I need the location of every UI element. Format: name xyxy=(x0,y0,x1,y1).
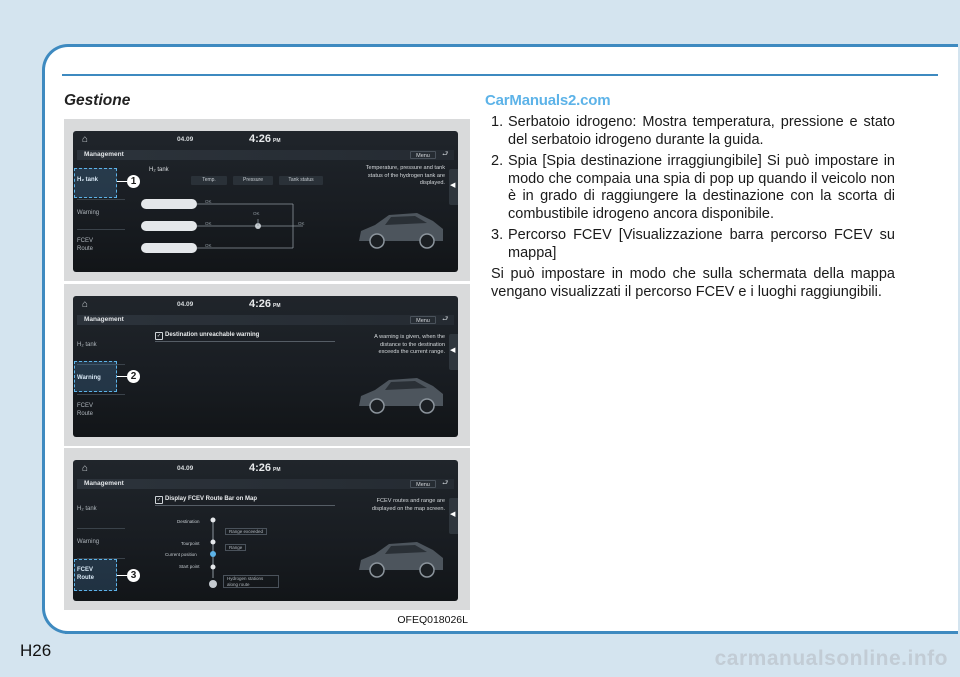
item-text: Serbatoio idrogeno: Mostra temperatura, pressione e stato del serbatoio idrogeno durante la guida. xyxy=(508,114,895,148)
menu-button[interactable]: Menu xyxy=(410,316,436,324)
page-number: H26 xyxy=(20,641,52,660)
divider xyxy=(77,229,125,230)
setting-label: Destination unreachable warning xyxy=(165,332,260,338)
info-line: exceeds the current range. xyxy=(378,349,445,355)
hydrogen-stations-label: Hydrogen stations along route xyxy=(223,575,279,588)
management-bar xyxy=(77,315,454,325)
sidebar-item-fcev[interactable]: FCEV xyxy=(77,567,94,573)
back-icon[interactable]: ⮐ xyxy=(442,316,449,323)
divider xyxy=(77,394,125,395)
route-label-current-position: Current position xyxy=(165,552,197,557)
sidebar-item-route[interactable]: Route xyxy=(77,575,94,581)
sidebar-item-warning[interactable]: Warning xyxy=(77,210,100,216)
range-label: Range xyxy=(225,544,246,551)
setting-row[interactable] xyxy=(155,332,335,342)
route-label-tourpoint: Tourpoint xyxy=(181,541,200,546)
figure-fcev-route xyxy=(64,448,470,626)
car-icon xyxy=(355,536,447,580)
tab-tank-status[interactable]: Tank status xyxy=(279,176,323,185)
route-label-start-point: Start point xyxy=(179,564,200,569)
info-text xyxy=(333,498,445,513)
range-exceeded-label: Range exceeded xyxy=(225,528,267,535)
info-line: displayed on the map screen. xyxy=(371,505,445,512)
clock-suffix: PM xyxy=(273,303,281,309)
highlight-box xyxy=(74,361,117,392)
date: 04.09 xyxy=(177,136,194,143)
callout-marker-1: 1 xyxy=(127,175,140,188)
clock-time: 4:26 xyxy=(249,462,272,474)
item-number: 1. xyxy=(491,114,504,130)
chevron-left-icon: ◀ xyxy=(450,182,456,189)
divider xyxy=(77,199,125,200)
date: 04.09 xyxy=(177,465,194,472)
info-text xyxy=(333,165,445,188)
ok-label: OK xyxy=(205,243,212,248)
management-label: Management xyxy=(84,316,124,323)
info-line: distance to the destination xyxy=(380,341,445,348)
chevron-left-icon: ◀ xyxy=(450,347,456,354)
menu-button[interactable]: Menu xyxy=(410,480,436,488)
status-bar xyxy=(73,296,458,313)
panel-handle[interactable] xyxy=(449,169,458,205)
marker-line xyxy=(117,376,127,377)
info-line: status of the hydrogen tank are xyxy=(367,172,445,179)
item-number: 3. xyxy=(491,227,504,243)
sidebar-item-warning[interactable]: Warning xyxy=(77,375,101,381)
route-label-destination: Destination xyxy=(177,519,200,524)
item-text: Spia [Spia destinazione irraggiungibile] Si può impostare in modo che compaia una spia di pop up quando il veicolo non è in grado di raggiungere la destinazione con la scorta di combustibile idrogeno ancora disponibile. xyxy=(508,153,895,222)
car-icon xyxy=(355,372,447,416)
callout-marker-3: 3 xyxy=(127,569,140,582)
body-text xyxy=(491,114,895,301)
ok-label: OK xyxy=(205,221,212,226)
sidebar-item-route[interactable]: Route xyxy=(77,411,94,417)
tab-temp[interactable]: Temp. xyxy=(191,176,227,185)
checkbox-icon[interactable]: ✓ xyxy=(156,497,162,503)
setting-row[interactable] xyxy=(155,496,335,506)
back-icon[interactable]: ⮐ xyxy=(442,480,449,487)
home-icon: ⌂ xyxy=(82,134,89,145)
ok-label: OK xyxy=(205,199,212,204)
screen xyxy=(73,296,458,437)
marker-line xyxy=(117,575,127,576)
tab-pressure[interactable]: Pressure xyxy=(233,176,273,185)
info-line: displayed. xyxy=(419,180,445,186)
info-line: FCEV routes and range are xyxy=(376,498,445,504)
item-number: 2. xyxy=(491,153,504,169)
closing-paragraph: Si può impostare in modo che sulla schermata della mappa vengano visualizzati il percorso FCEV e i luoghi raggiungibili. xyxy=(491,266,895,300)
list-item xyxy=(491,227,895,262)
marker-line xyxy=(117,181,127,182)
menu-button[interactable]: Menu xyxy=(410,151,436,159)
clock-time: 4:26 xyxy=(249,133,272,145)
list-item xyxy=(491,153,895,223)
management-label: Management xyxy=(84,480,124,487)
tank-diagram xyxy=(133,189,343,269)
clock xyxy=(249,133,281,145)
clock-suffix: PM xyxy=(273,467,281,473)
chevron-left-icon: ◀ xyxy=(450,511,456,518)
screen xyxy=(73,460,458,601)
callout-marker-2: 2 xyxy=(127,370,140,383)
figure-caption: OFEQ018026L xyxy=(397,614,468,626)
highlight-box xyxy=(74,168,117,198)
home-icon: ⌂ xyxy=(82,463,89,474)
sidebar-item-fcev[interactable]: FCEV xyxy=(77,403,94,409)
panel-handle[interactable] xyxy=(449,334,458,370)
item-text: Percorso FCEV [Visualizzazione barra percorso FCEV su mappa] xyxy=(508,227,895,261)
status-bar xyxy=(73,460,458,477)
management-label: Management xyxy=(84,151,124,158)
top-rule xyxy=(62,74,938,76)
figure-warning xyxy=(64,284,470,446)
checkbox-icon[interactable]: ✓ xyxy=(156,333,162,339)
sidebar-item-h2-tank[interactable]: H₂ tank xyxy=(77,342,97,348)
list-item xyxy=(491,114,895,149)
sidebar-item-warning[interactable]: Warning xyxy=(77,539,100,545)
highlight-box xyxy=(74,559,117,591)
ok-label: OK xyxy=(298,221,305,226)
sidebar-item-route[interactable]: Route xyxy=(77,246,94,252)
clock-time: 4:26 xyxy=(249,298,272,310)
info-text xyxy=(333,334,445,357)
watermark-top: CarManuals2.com xyxy=(485,92,611,109)
panel-handle[interactable] xyxy=(449,498,458,534)
clock xyxy=(249,462,281,474)
route-bar xyxy=(203,512,223,592)
home-icon: ⌂ xyxy=(82,299,89,310)
divider xyxy=(77,528,125,529)
section-title: Gestione xyxy=(64,92,131,109)
status-bar xyxy=(73,131,458,148)
date: 04.09 xyxy=(177,301,194,308)
car-icon xyxy=(355,207,447,251)
watermark-bottom: carmanualsonline.info xyxy=(714,647,948,670)
info-line: Temperature, pressure and tank xyxy=(365,165,445,171)
figure-h2-tank xyxy=(64,119,470,281)
sidebar-item-fcev[interactable]: FCEV xyxy=(77,238,94,244)
clock xyxy=(249,298,281,310)
setting-label: Display FCEV Route Bar on Map xyxy=(165,496,258,502)
sidebar-item-h2-tank[interactable]: H₂ tank xyxy=(77,506,97,512)
ok-label: OK xyxy=(253,211,260,216)
info-line: A warning is given, when the xyxy=(374,334,445,340)
content-title: H₂ tank xyxy=(149,167,169,173)
management-bar xyxy=(77,150,454,160)
sidebar-item-h2-tank[interactable]: H₂ tank xyxy=(77,177,99,183)
clock-suffix: PM xyxy=(273,138,281,144)
management-bar xyxy=(77,479,454,489)
screen xyxy=(73,131,458,272)
back-icon[interactable]: ⮐ xyxy=(442,151,449,158)
